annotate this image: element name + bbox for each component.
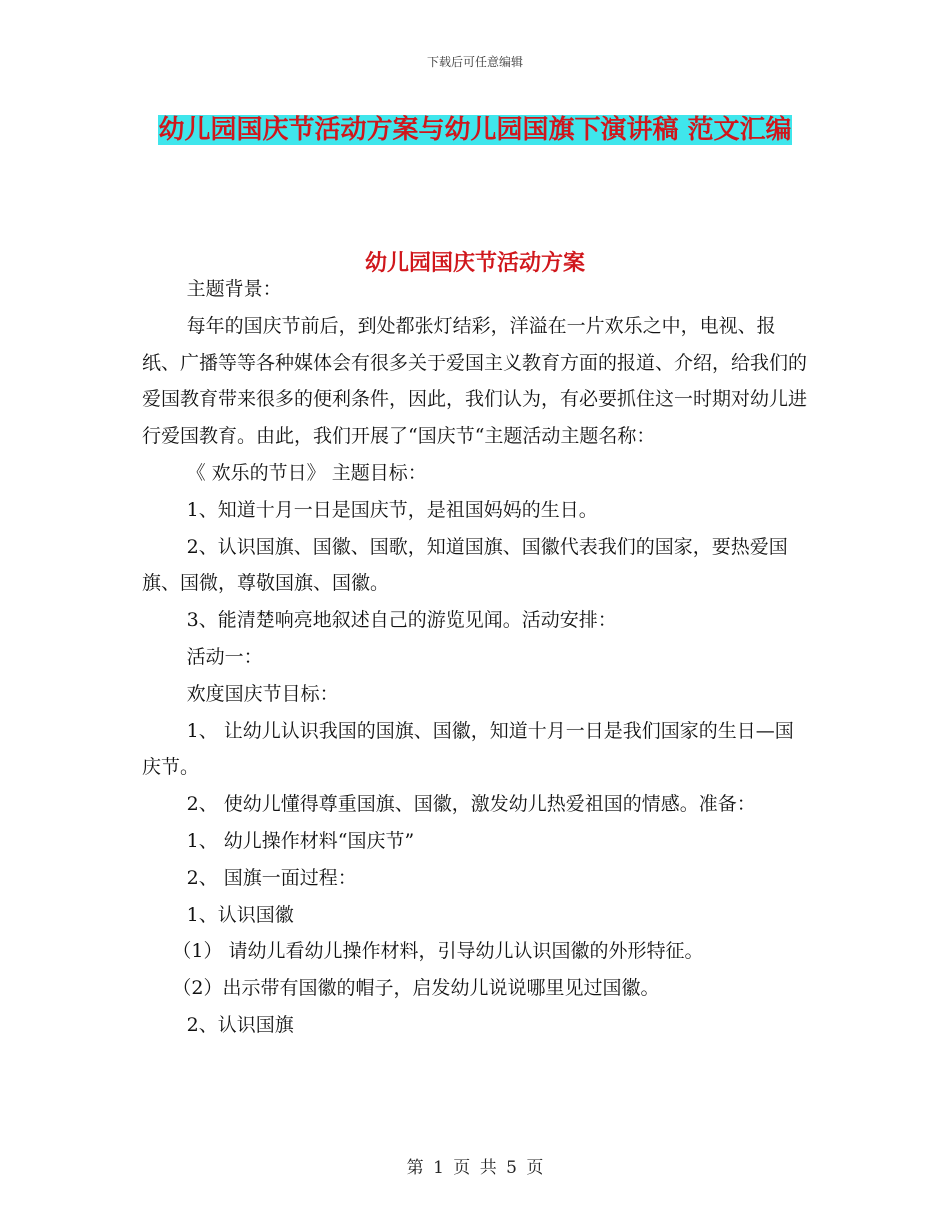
paragraph: （1） 请幼儿看幼儿操作材料，引导幼儿认识国徽的外形特征。 — [172, 940, 704, 963]
section-title: 幼儿园国庆节活动方案 — [364, 251, 585, 276]
document-body — [142, 271, 812, 1044]
paragraph: 1、 让幼儿认识我国的国旗、国徽，知道十月一日是我们国家的生日—国庆节。 — [142, 719, 794, 779]
paragraph: 每年的国庆节前后，到处都张灯结彩，洋溢在一片欢乐之中，电视、报纸、广播等等各种媒体会有很多关于爱国主义教育方面的报道、介绍，给我们的爱国教育带来很多的便利条件，因此，我们认为，有必要抓住这一时期对幼儿进行爱国教育。由此，我们开展了“国庆节“主题活动主题名称： — [142, 314, 808, 448]
paragraph: 《 欢乐的节日》 主题目标： — [186, 461, 427, 484]
paragraph: 2、 使幼儿懂得尊重国旗、国徽，激发幼儿热爱祖国的情感。准备： — [186, 793, 756, 816]
document-title-text: 幼儿园国庆节活动方案与幼儿园国旗下演讲稿 范文汇编 — [158, 115, 792, 145]
header-note: 下载后可任意编辑 — [426, 55, 523, 69]
document-title — [140, 108, 810, 152]
paragraph: 2、 国旗一面过程： — [186, 866, 357, 889]
paragraph: 3、能清楚响亮地叙述自己的游览见闻。活动安排： — [186, 609, 617, 632]
paragraph: 欢度国庆节目标： — [186, 682, 339, 705]
paragraph: 2、认识国旗 — [186, 1013, 294, 1036]
paragraph: 1、 幼儿操作材料“国庆节” — [186, 829, 415, 852]
paragraph: 1、知道十月一日是国庆节，是祖国妈妈的生日。 — [186, 498, 598, 521]
paragraph: 2、认识国旗、国徽、国歌，知道国旗、国徽代表我们的国家，要热爱国旗、国微，尊敬国旗、国徽。 — [142, 535, 788, 595]
paragraph: 活动一： — [186, 645, 263, 668]
paragraph: 主题背景： — [186, 278, 282, 300]
page-number: 第 1 页 共 5 页 — [406, 1158, 544, 1178]
paragraph: （2）出示带有国徽的帽子，启发幼儿说说哪里见过国徽。 — [172, 977, 660, 1000]
paragraph: 1、认识国徽 — [186, 903, 294, 926]
